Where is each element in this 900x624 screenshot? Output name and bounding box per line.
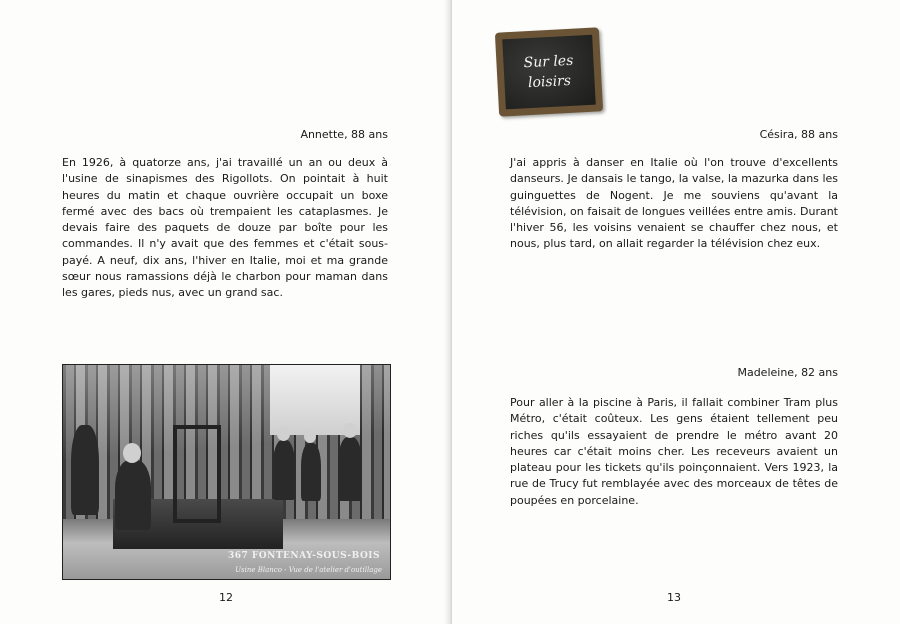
testimony-annette: En 1926, à quatorze ans, j'ai travaillé un an ou deux à l'usine de sinapismes des Rigollots. On pointait à huit heures du matin et chaque ouvrière occupait un boxe fermé avec des bacs où trempaient les cataplasmes. Je devais faire des paquets de douze par boîte pour les commandes. Il n'y avait que des femmes et c'était sous-payé. A neuf, dix ans, l'hiver en Italie, moi et ma grande sœur nous ramassions déjà le charbon pour maman dans les gares, pieds nus, avec un grand sac. xyxy=(62,156,388,300)
testimony-cesira: J'ai appris à danser en Italie où l'on trouve d'excellents danseurs. Je dansais le tango, la valse, la mazurka dans les guinguettes de Nogent. Je me souviens qu'avant la télévision, on faisait de longues veillées entre amis. Durant l'hiver 56, les voisins venaient se chauffer chez nous, et nous, plus tard, on allait regarder la télévision chez eux. xyxy=(510,156,838,251)
photo-caption-subtitle: Usine Blanco - Vue de l'atelier d'outillage xyxy=(235,566,382,574)
author-annette: Annette, 88 ans xyxy=(300,128,388,141)
photo-worker xyxy=(338,437,362,501)
chalkboard-line-2: loisirs xyxy=(527,72,572,92)
photo-worker xyxy=(71,425,99,515)
photo-worker-head xyxy=(277,427,290,441)
photo-worker-head xyxy=(343,423,357,438)
page-number-left: 12 xyxy=(219,591,233,604)
factory-photo xyxy=(62,364,391,580)
photo-caption-title: 367 FONTENAY-SOUS-BOIS xyxy=(227,551,380,561)
testimony-madeleine: Pour aller à la piscine à Paris, il fallait combiner Tram plus Métro, c'était coûteux. Les gens étaient tellement peu riches qu'ils essayaient de prendre le métro avant 20 heures car c'était moins cher. Les receveurs avaient un plateau pour les tickets qu'ils poinçonnaient. Vers 1923, la rue de Trucy fut remblayée avec des morceaux de têtes de poupées en porcelaine. xyxy=(510,396,838,507)
photo-worker-head xyxy=(304,430,316,443)
page-number-right: 13 xyxy=(667,591,681,604)
photo-worker xyxy=(273,440,295,500)
author-madeleine: Madeleine, 82 ans xyxy=(737,366,838,379)
left-page xyxy=(0,0,449,624)
author-cesira: Césira, 88 ans xyxy=(759,128,838,141)
photo-worker xyxy=(301,443,321,501)
photo-machine xyxy=(173,425,221,523)
photo-worker xyxy=(115,460,151,530)
chalkboard-title xyxy=(495,27,603,116)
photo-worker-head xyxy=(123,443,141,463)
chalkboard-surface xyxy=(502,35,596,110)
chalkboard-line-1: Sur les xyxy=(523,52,574,72)
